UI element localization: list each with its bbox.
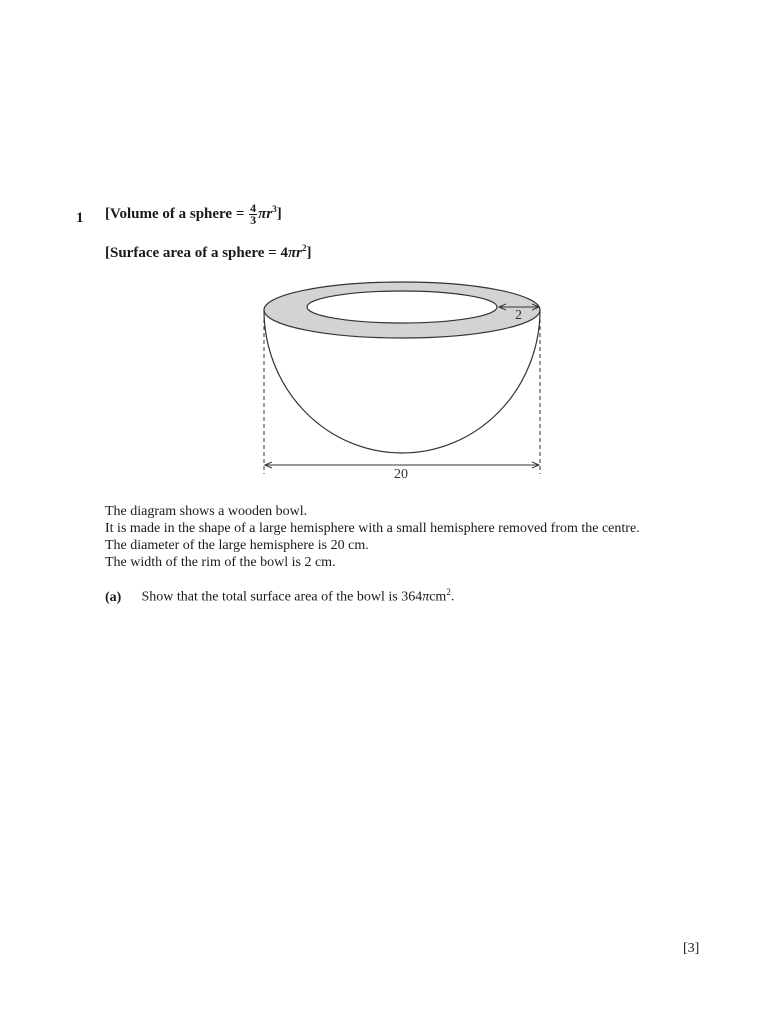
description-line: The diagram shows a wooden bowl. <box>105 504 308 519</box>
description-line: The diameter of the large hemisphere is 20 cm. <box>105 538 369 553</box>
description <box>105 503 640 571</box>
rim-width-label: 2 <box>515 308 522 323</box>
diameter-label: 20 <box>394 467 408 482</box>
part-a-label: (a) <box>105 589 122 605</box>
description-line: The width of the rim of the bowl is 2 cm. <box>105 555 336 570</box>
exponent: 3 <box>272 203 277 214</box>
radius-variable: r <box>266 205 273 222</box>
exponent: 2 <box>302 243 307 253</box>
inner-opening <box>307 291 497 323</box>
pi-symbol: π <box>287 245 297 261</box>
full-stop: . <box>450 589 455 605</box>
exponent: 2 <box>446 587 451 597</box>
formula-volume-label: [Volume of a sphere = <box>105 205 245 222</box>
marks-allocation: [3] <box>683 941 700 956</box>
pi-symbol: π <box>258 205 267 222</box>
description-line: It is made in the shape of a large hemisphere with a small hemisphere removed from the centre. <box>105 521 640 536</box>
fraction-numerator: 4 <box>250 201 257 215</box>
formula-close-bracket: ] <box>276 205 282 222</box>
formula-surface-label: [Surface area of a sphere = 4 <box>105 245 288 261</box>
unit: cm <box>429 589 447 605</box>
part-a <box>105 587 454 606</box>
part-a-text: Show that the total surface area of the bowl is 364 <box>141 589 423 605</box>
formula-close-bracket: ] <box>306 245 312 261</box>
fraction-denominator: 3 <box>250 213 257 227</box>
radius-variable: r <box>296 245 303 261</box>
pi-symbol: π <box>422 589 430 605</box>
question-number: 1 <box>76 210 84 226</box>
